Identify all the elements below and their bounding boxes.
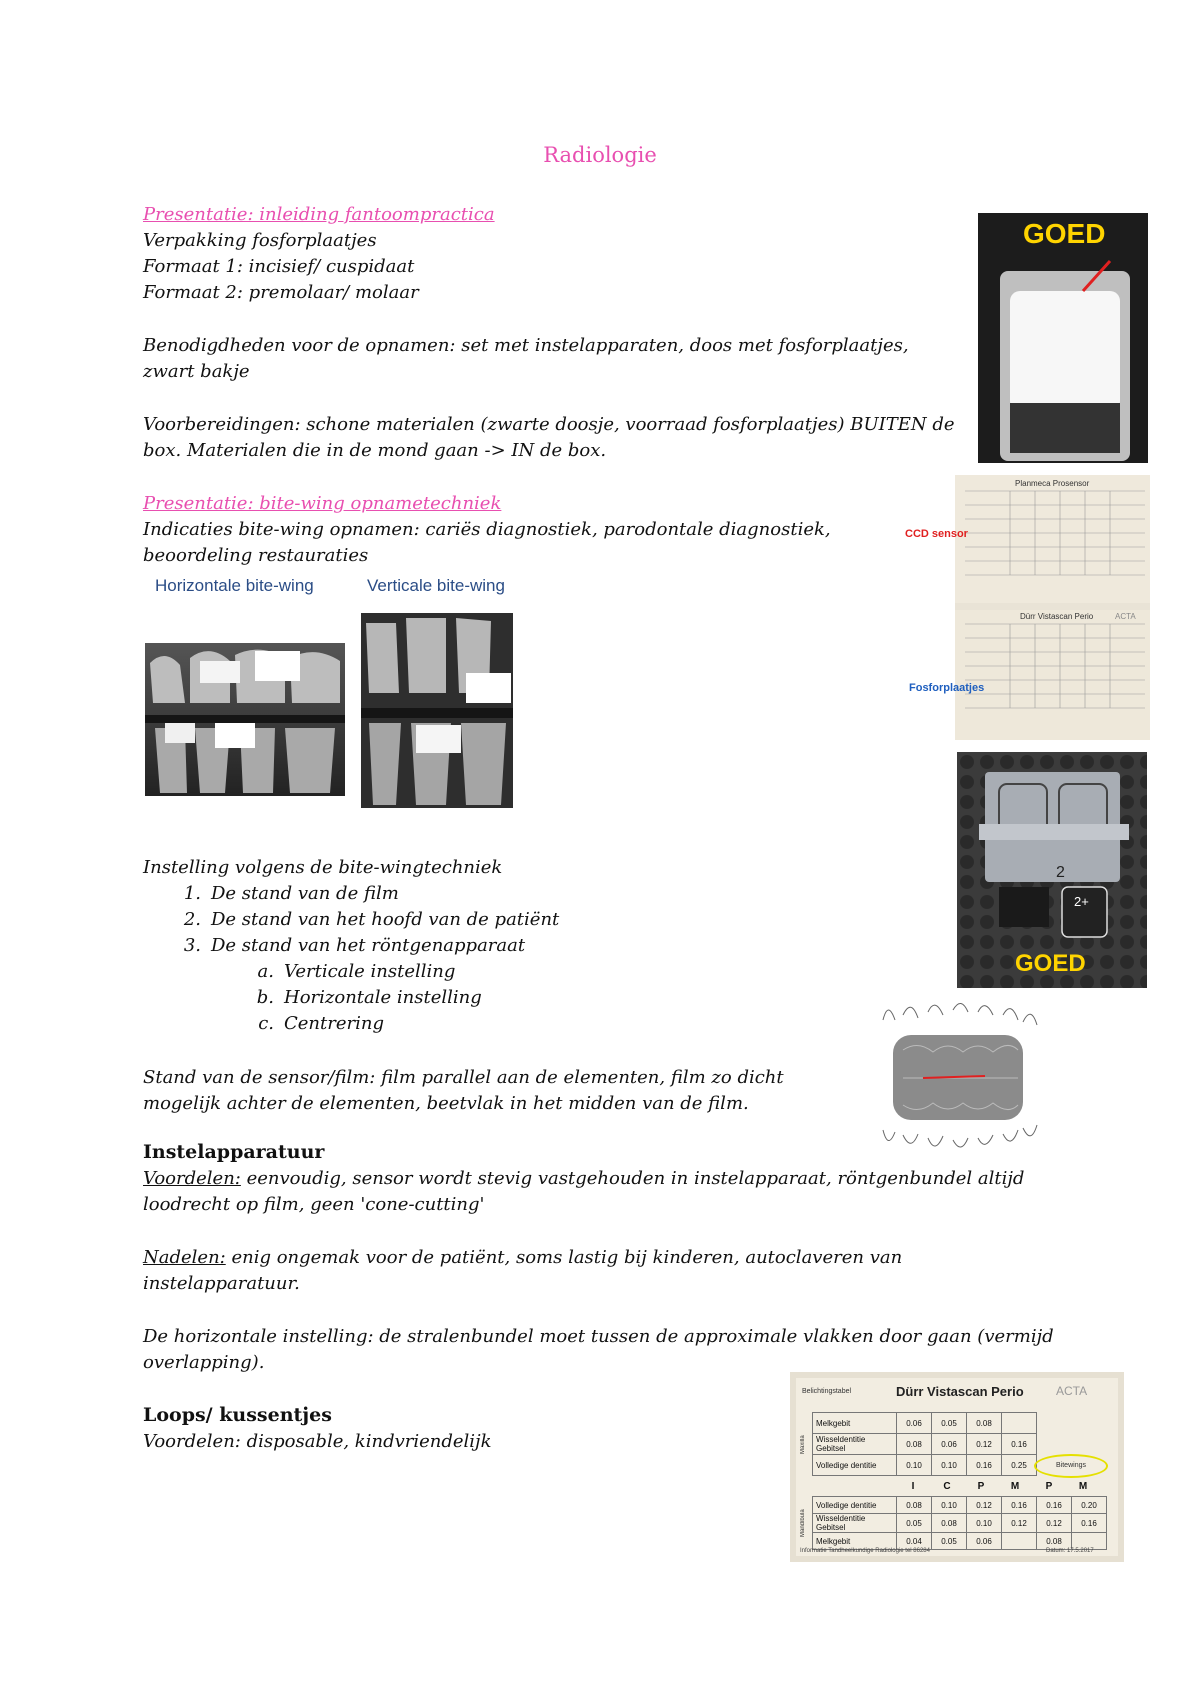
section-bitewing [143,491,943,569]
loops-text: Voordelen: disposable, kindvriendelijk [143,1431,492,1452]
cell: 0.12 [1002,1514,1037,1533]
list-item [143,907,783,933]
list-number: b. [256,987,274,1008]
row-label: Melkgebit [813,1533,897,1550]
fosforplaatjes-label: Fosforplaatjes [909,682,985,694]
cell: 0.06 [897,1413,932,1434]
list-number: 1. [183,883,201,904]
cell: 0.16 [1002,1497,1037,1514]
goed-label-2: GOED [1015,950,1086,977]
benodigdheden-paragraph [143,333,963,385]
row-label: Wisseldentitie Gebitsel [813,1514,897,1533]
list-text: De stand van de film [211,883,399,904]
list-text: De stand van het hoofd van de patiënt [211,909,560,930]
horizontale-instelling-paragraph [143,1324,1083,1376]
text-line: Stand van de sensor/film: film parallel aan de elementen, film zo dicht [143,1067,784,1088]
cell: 0.20 [1072,1497,1107,1514]
instelling-intro: Instelling volgens de bite-wingtechniek [143,857,503,878]
list-item [143,933,783,959]
phosphor-plate-image [978,213,1148,463]
vertical-bitewing-caption: Verticale bite-wing [367,576,505,595]
cell: 0.10 [967,1514,1002,1533]
planmeca-title: Planmeca Prosensor [1015,479,1090,488]
cell: 0.10 [932,1455,967,1476]
column-header: M [1078,1480,1088,1492]
table-row [813,1533,1107,1550]
text-line: enig ongemak voor de patiënt, soms lastig bij kinderen, autoclaveren van [225,1247,903,1268]
cell: 0.08 [897,1497,932,1514]
presentatie-bitewing-link[interactable]: Presentatie: bite-wing opnametechniek [143,493,502,514]
text-line: Verpakking fosforplaatjes [143,230,377,251]
cell: 0.08 [932,1514,967,1533]
cell [1072,1533,1107,1550]
table-row [813,1413,1037,1434]
text-line: instelapparatuur. [143,1273,300,1294]
holder-number: 2 [1056,864,1065,881]
sensor-holder-photo [957,752,1147,988]
cell: 0.12 [1037,1514,1072,1533]
upper-table [812,1412,1037,1476]
text-line: mogelijk achter de elementen, beetvlak in het midden van de film. [143,1093,749,1114]
presentatie-inleiding-link[interactable]: Presentatie: inleiding fantoompractica [143,204,495,225]
list-text: Centrering [284,1013,384,1034]
mandibula-label: Mandibula [800,1509,806,1538]
stand-paragraph [143,1065,863,1117]
exposure-charts-photo [955,475,1150,740]
cell: 0.16 [967,1455,1002,1476]
voordelen-paragraph [143,1166,1043,1218]
page-title: Radiologie [543,143,657,167]
table-footer-left: Informatie Tandheelkundige Radiologie tel 86284 [800,1548,930,1554]
table-header-left: Belichtingstabel [802,1388,852,1395]
cell [1002,1413,1037,1434]
bitewings-label: Bitewings [1034,1454,1108,1478]
text-line: Formaat 2: premolaar/ molaar [143,282,419,303]
planmeca-chart [955,475,1150,603]
durr-title-small: Dürr Vistascan Perio [1020,612,1094,621]
nadelen-label: Nadelen: [143,1247,226,1268]
cell: 0.06 [967,1533,1002,1550]
cell: 0.12 [967,1497,1002,1514]
phosphor-plate-photo [978,213,1148,463]
nadelen-paragraph [143,1245,1043,1297]
cell: 0.08 [967,1413,1002,1434]
table-title: Dürr Vistascan Perio [896,1384,1024,1399]
list-item [143,881,783,907]
xray-image [361,613,513,808]
cell: 0.12 [967,1434,1002,1455]
table-brand: ACTA [1056,1384,1088,1398]
cell: 0.08 [897,1434,932,1455]
voorbereidingen-paragraph [143,412,973,464]
instelling-section [143,855,783,1037]
list-number: 3. [183,935,201,956]
exposure-table-sheet [796,1378,1118,1556]
voordelen-label: Voordelen: [143,1168,241,1189]
holder-number-plus: 2+ [1074,894,1089,909]
table-row [813,1434,1037,1455]
cell: 0.05 [932,1413,967,1434]
cell: 0.08 [1037,1533,1072,1550]
row-label: Melkgebit [813,1413,897,1434]
row-label: Volledige dentitie [813,1497,897,1514]
list-number: c. [258,1013,274,1034]
goed-label: GOED [1023,218,1106,249]
column-header: C [943,1480,951,1492]
text-line: eenvoudig, sensor wordt stevig vastgehouden in instelapparaat, röntgenbundel altijd [240,1168,1025,1189]
list-text: Horizontale instelling [284,987,482,1008]
maxilla-label: Maxilla [800,1435,806,1454]
cell: 0.16 [1072,1514,1107,1533]
vertical-bitewing-xray [361,613,513,808]
sub-list-item [143,985,783,1011]
list-text: Verticale instelling [284,961,456,982]
horizontal-bitewing-caption: Horizontale bite-wing [155,576,314,595]
text-line: beoordeling restauraties [143,545,369,566]
list-number: 2. [183,909,201,930]
cell: 0.10 [932,1497,967,1514]
loops-heading: Loops/ kussentjes [143,1404,332,1426]
exposure-table-photo [790,1372,1124,1562]
list-text: De stand van het röntgenapparaat [211,935,526,956]
row-label: Wisseldentitie Gebitsel [813,1434,897,1455]
text-line: loodrecht op film, geen 'cone-cutting' [143,1194,485,1215]
column-header: M [1010,1480,1020,1492]
teeth-sketch-image [873,1000,1043,1155]
table-row [813,1514,1107,1533]
sub-list-item [143,959,783,985]
cell: 0.16 [1037,1497,1072,1514]
row-label: Volledige dentitie [813,1455,897,1476]
cell: 0.06 [932,1434,967,1455]
text-line: zwart bakje [143,361,250,382]
cell: 0.05 [932,1533,967,1550]
text-line: Benodigdheden voor de opnamen: set met instelapparaten, doos met fosforplaatjes, [143,335,909,356]
section-inleiding [143,202,943,306]
cell: 0.05 [897,1514,932,1533]
table-row [813,1497,1107,1514]
column-header: P [1045,1480,1053,1492]
horizontal-bitewing-xray [145,643,345,796]
sensor-position-sketch [873,1000,1043,1155]
text-line: De horizontale instelling: de stralenbundel moet tussen de approximale vlakken door gaan (vermijd [143,1326,1054,1347]
column-header: I [911,1480,915,1492]
durr-grid-small [955,610,1150,740]
table-row [896,1478,1100,1494]
text-line: overlapping). [143,1352,265,1373]
column-header: P [977,1480,985,1492]
cell: 0.04 [897,1533,932,1550]
column-header-row [896,1478,1100,1494]
sub-list-item [143,1011,783,1037]
text-line: Voorbereidingen: schone materialen (zwarte doosje, voorraad fosforplaatjes) BUITEN de [143,414,955,435]
text-line: Indicaties bite-wing opnamen: cariës diagnostiek, parodontale diagnostiek, [143,519,831,540]
instelling-list [143,881,783,1037]
cell: 0.25 [1002,1455,1037,1476]
cell [1002,1533,1037,1550]
planmeca-grid [955,475,1150,603]
cell: 0.10 [897,1455,932,1476]
list-number: a. [257,961,274,982]
xray-image [145,643,345,796]
table-footer-right: Datum: 17.5.2017 [1046,1548,1094,1554]
text-line: box. Materialen die in de mond gaan -> IN de box. [143,440,607,461]
acta-small: ACTA [1115,612,1136,621]
instelapparatuur-heading: Instelapparatuur [143,1141,325,1163]
table-row [813,1455,1037,1476]
cell: 0.16 [1002,1434,1037,1455]
text-line: Formaat 1: incisief/ cuspidaat [143,256,415,277]
lower-table [812,1496,1107,1550]
ccd-sensor-label: CCD sensor [905,528,968,540]
durr-chart-small [955,610,1150,740]
